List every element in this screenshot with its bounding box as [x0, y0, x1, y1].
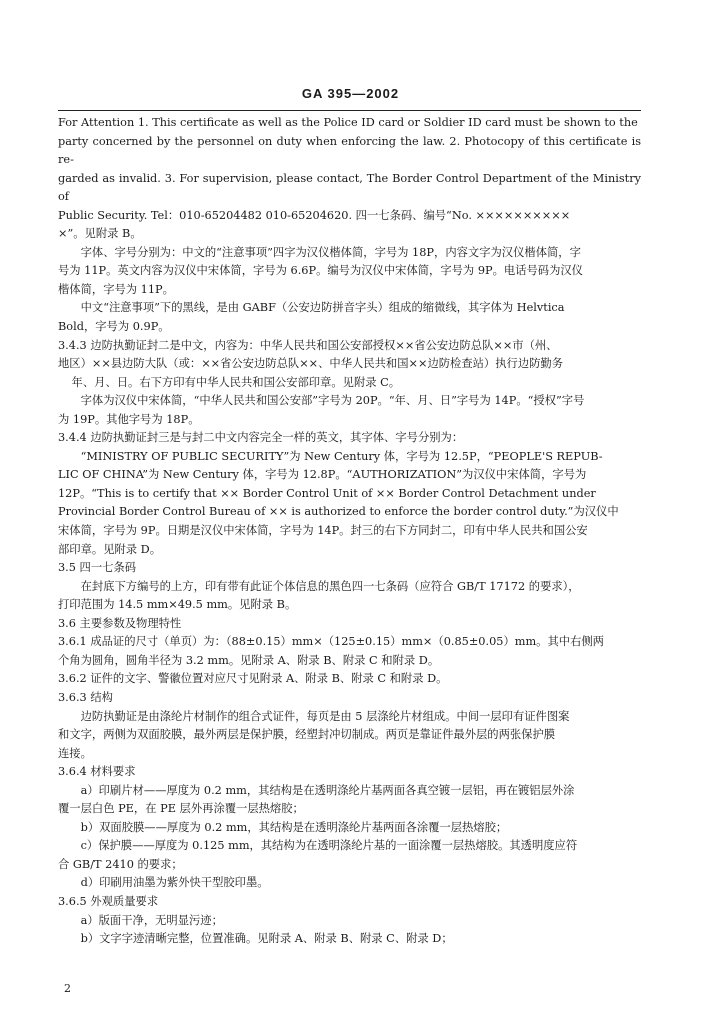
text-line: 号为 11P。英文内容为汉仪中宋体简，字号为 6.6P。编号为汉仪中宋体简，字号为 9P。电话号码为汉仪 [58, 264, 583, 278]
text-line: 年、月、日。右下方印有中华人民共和国公安部印章。见附录 C。 [71, 375, 401, 389]
text-line: 地区）××县边防大队（或：××省公安边防总队××、中华人民共和国××边防检查站）执行边防勤务 [58, 357, 564, 371]
text-line: a）印刷片材——厚度为 0.2 mm，其结构是在透明涤纶片基两面各真空镀一层铝，再在镀铝层外涂 [80, 783, 575, 797]
text-line: ×”。见附录 B。 [58, 227, 142, 241]
text-line: c）保护膜——厚度为 0.125 mm，其结构为在透明涤纶片基的一面涂覆一层热熔胶。其透明度应符 [80, 839, 578, 853]
page-number: 2 [64, 982, 71, 995]
text-line: 打印范围为 14.5 mm×49.5 mm。见附录 B。 [58, 598, 297, 612]
text-line: d）印刷用油墨为紫外快干型胶印墨。 [80, 876, 269, 890]
text-line: Bold，字号为 0.9P。 [58, 320, 170, 334]
text-line: b）文字字迹清晰完整，位置准确。见附录 A、附录 B、附录 C、附录 D； [80, 932, 453, 946]
text-line: a）版面干净，无明显污迹； [80, 913, 223, 927]
text-line: 字体为汉仪中宋体简，“中华人民共和国公安部”字号为 20P。“年、月、日”字号为 14P。“授权”字号 [80, 394, 585, 408]
text-line: 3.4.3 边防执勤证封二是中文，内容为：中华人民共和国公安部授权××省公安边防总队××市（州、 [58, 338, 558, 352]
text-line: 为 19P。其他字号为 18P。 [58, 412, 200, 426]
text-line: 3.6.4 材料要求 [58, 765, 136, 779]
text-line: 边防执勤证是由涤纶片材制作的组合式证件，每页是由 5 层涤纶片材组成。中间一层印有证件图案 [80, 709, 570, 723]
text-line: 3.6.1 成品证的尺寸（单页）为：（88±0.15）mm×（125±0.15）mm×（0.85±0.05）mm。其中右侧两 [58, 635, 604, 649]
text-line: 覆一层白色 PE，在 PE 层外再涂覆一层热熔胶； [58, 802, 304, 816]
text-line: Provincial Border Control Bureau of ×× is authorized to enforce the border control duty.”为汉仪中 [58, 505, 619, 519]
text-line: 在封底下方编号的上方，印有带有此证个体信息的黑色四一七条码（应符合 GB/T 17172 的要求）， [80, 579, 580, 593]
text-line: 楷体简，字号为 11P。 [58, 282, 174, 296]
text-line: 3.5 四一七条码 [58, 561, 137, 575]
text-line: 12P。“This is to certify that ×× Border Control Unit of ×× Border Control Detachment under [58, 486, 596, 500]
text-line: 和文字，两侧为双面胶膜，最外两层是保护膜，经塑封冲切制成。两页是靠证件最外层的两张保护膜 [58, 728, 556, 742]
text-line: 连接。 [58, 746, 92, 760]
text-line: 部印章。见附录 D。 [58, 542, 162, 556]
text-line: b）双面胶膜——厚度为 0.2 mm，其结构是在透明涤纶片基两面各涂覆一层热熔胶； [80, 820, 508, 834]
header-rule [58, 110, 641, 111]
text-line: 宋体简，字号为 9P。日期是汉仪中宋体简，字号为 14P。封三的右下方同封二，印有中华人民共和国公安 [58, 524, 588, 538]
text-line: 3.4.4 边防执勤证封三是与封二中文内容完全一样的英文，其字体、字号分别为： [58, 431, 464, 445]
text-line: “MINISTRY OF PUBLIC SECURITY”为 New Century 体，字号为 12.5P，“PEOPLE'S REPUB- [80, 449, 603, 463]
text-line: LIC OF CHINA”为 New Century 体，字号为 12.8P。“AUTHORIZATION”为汉仪中宋体简，字号为 [58, 468, 587, 482]
text-line: 个角为圆角，圆角半径为 3.2 mm。见附录 A、附录 B、附录 C 和附录 D。 [58, 653, 440, 667]
text-line: 合 GB/T 2410 的要求； [58, 857, 183, 871]
text-line: 3.6.5 外观质量要求 [58, 894, 159, 908]
text-line: 字体、字号分别为：中文的“注意事项”四字为汉仪楷体简，字号为 18P，内容文字为汉仪楷体简，字 [80, 245, 581, 259]
text-line: 中文“注意事项”下的黑线，是由 GABF（公安边防拼音字头）组成的缩微线，其字体为 Helvtica [80, 301, 565, 315]
text-line: 3.6.2 证件的文字、警徽位置对应尺寸见附录 A、附录 B、附录 C 和附录 D。 [58, 672, 448, 686]
text-line: For Attention 1. This certificate as well as the Police ID card or Soldier ID card must be shown to the [58, 116, 638, 129]
text-line: 3.6 主要参数及物理特性 [58, 616, 182, 630]
text-line: garded as invalid. 3. For supervision, please contact, The Border Control Department of the Ministry of [58, 171, 641, 204]
page-header: GA 395—2002 [301, 86, 400, 101]
document-body [58, 114, 641, 949]
text-line: Public Security. Tel：010-65204482 010-65204620. 四一七条码、编号“No. ×××××××××× [58, 208, 571, 222]
text-line: party concerned by the personnel on duty when enforcing the law. 2. Photocopy of this certificate is re- [58, 134, 641, 167]
text-line: 3.6.3 结构 [58, 690, 113, 704]
